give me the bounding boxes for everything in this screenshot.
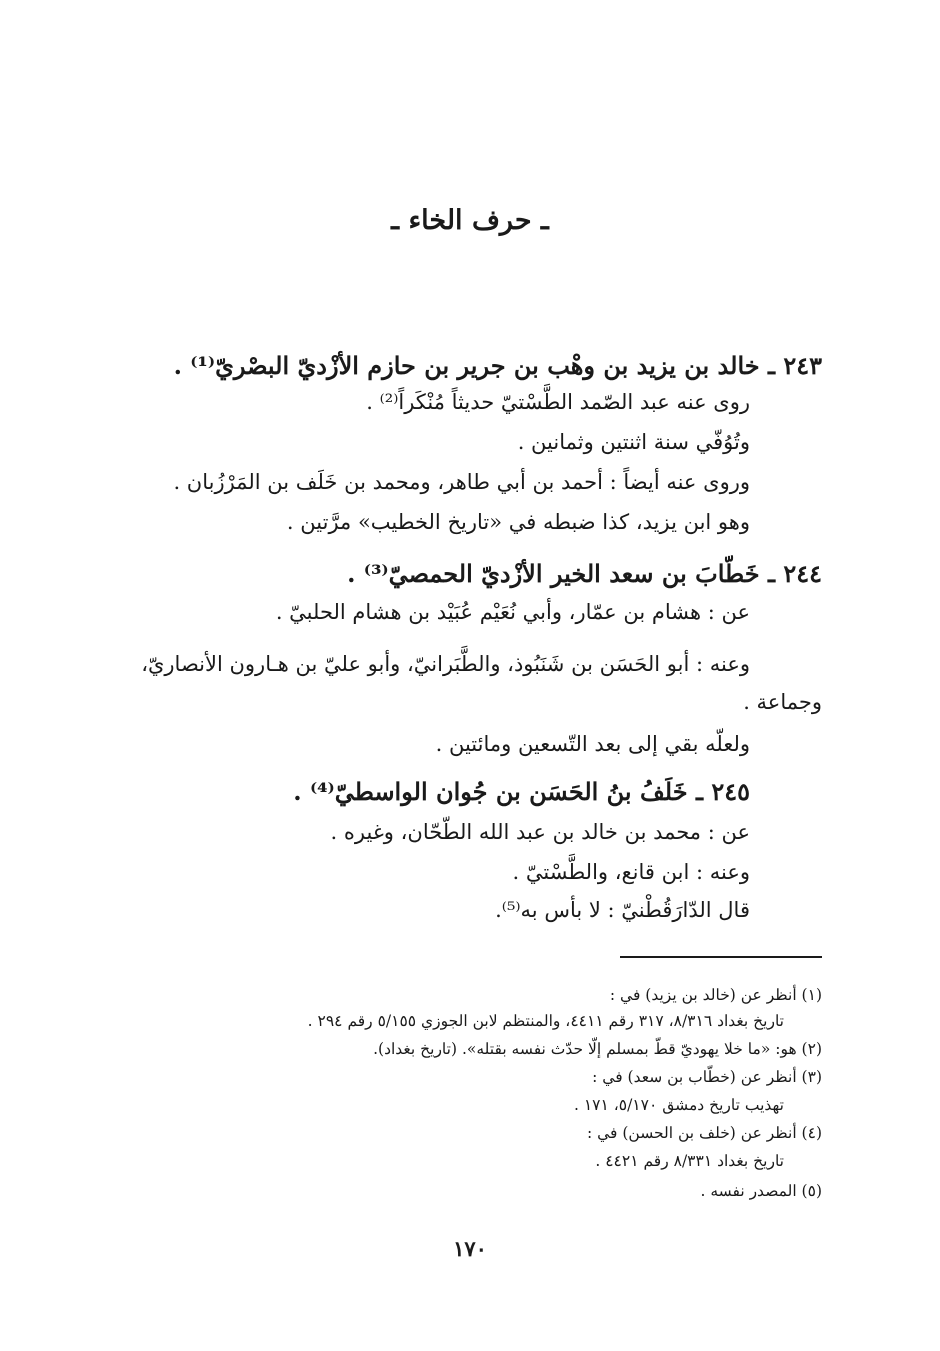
entry-line: وعنه : أبو الحَسَن بن شَنَبُوذ، والطَّبَرانيّ، وأبو عليّ بن هـارون الأنصاريّ، (141, 652, 750, 676)
footnote-line: تاريخ بغداد ٨/٣١٦، ٣١٧ رقم ٤٤١١، والمنتظم لابن الجوزي ٥/١٥٥ رقم ٢٩٤ . (307, 1012, 784, 1030)
entry-heading: ٢٤٣ ـ خالد بن يزيد بن وهْب بن جرير بن حازم الأزْديّ البصْريّ⁽¹⁾ . (173, 351, 822, 380)
footnote-line: (٣) أنظر عن (خطّاب بن سعد) في : (592, 1068, 822, 1086)
footnote-line: (٥) المصدر نفسه . (700, 1182, 822, 1200)
entry-line: عن : هشام بن عمّار، وأبي نُعَيْم عُبَيْد بن هشام الحلبيّ . (275, 600, 750, 624)
footnote-line: (٢) هو: «ما خلا يهوديّ قطّ بمسلم إلّا حدّث نفسه بقتله». (تاريخ بغداد). (373, 1040, 822, 1058)
entry-line: ولعلّه بقي إلى بعد التّسعين ومائتين . (435, 732, 750, 756)
footnote-line: تهذيب تاريخ دمشق ٥/١٧٠، ١٧١ . (573, 1096, 784, 1114)
entry-heading: ٢٤٥ ـ خَلَفُ بنُ الحَسَن بن جُوان الواسطيّ⁽⁴⁾ . (293, 777, 750, 806)
footnote-rule (620, 956, 822, 958)
entry-line: وتُوُفّي سنة اثنتين وثمانين . (517, 430, 750, 454)
entry-line: وعنه : ابن قانع، والطَّسْتيّ . (512, 860, 750, 884)
entry-line: وهو ابن يزيد، كذا ضبطه في «تاريخ الخطيب» مرَّتين . (286, 510, 750, 534)
entry-line: عن : محمد بن خالد بن عبد الله الطّحّان، وغيره . (330, 820, 750, 844)
entry-heading: ٢٤٤ ـ خَطّابَ بن سعد الخير الأزْديّ الحمصيّ⁽³⁾ . (347, 559, 822, 588)
footnote-line: (١) أنظر عن (خالد بن يزيد) في : (609, 986, 822, 1004)
entry-line: قال الدّارَقُطْنيّ : لا بأس به⁽⁵⁾. (495, 898, 750, 922)
page-number: ١٧٠ (453, 1236, 487, 1261)
entry-line: روى عنه عبد الصّمد الطَّسْتيّ حديثاً مُنْكَراً⁽²⁾ . (366, 390, 750, 414)
footnote-line: (٤) أنظر عن (خلف بن الحسن) في : (586, 1124, 822, 1142)
entry-line: وروى عنه أيضاً : أحمد بن أبي طاهر، ومحمد بن خَلَف بن المَرْزُبان . (173, 470, 750, 494)
footnote-line: تاريخ بغداد ٨/٣٣١ رقم ٤٤٢١ . (595, 1152, 784, 1170)
section-title: ـ حرف الخاء ـ (391, 205, 549, 236)
entry-line: وجماعة . (743, 690, 822, 714)
